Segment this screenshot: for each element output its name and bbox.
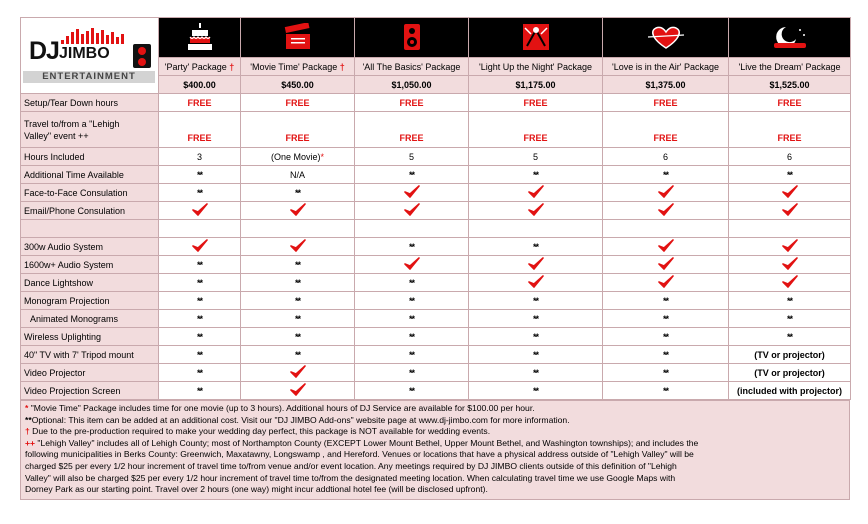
free-label: FREE [285, 133, 310, 143]
footnote-line [25, 461, 845, 473]
feature-value [469, 256, 603, 274]
optional-mark: ** [294, 259, 300, 270]
feature-value [729, 148, 851, 166]
footnote-line [25, 438, 845, 450]
optional-mark: ** [408, 367, 414, 378]
free-label: FREE [399, 133, 424, 143]
feature-value [469, 238, 603, 256]
check-icon [290, 389, 306, 399]
check-icon [528, 263, 544, 273]
feature-row [21, 274, 851, 292]
optional-mark: ** [294, 187, 300, 198]
feature-value [355, 382, 469, 400]
feature-value [729, 112, 851, 148]
check-icon [782, 263, 798, 273]
feature-value [603, 238, 729, 256]
feature-value [159, 346, 241, 364]
optional-mark: ** [662, 349, 668, 360]
clapperboard-icon [241, 18, 355, 58]
package-name-text: 'All The Basics' Package [362, 61, 461, 72]
optional-mark: ** [662, 385, 668, 396]
feature-value [241, 238, 355, 256]
optional-mark: ** [294, 295, 300, 306]
free-label: FREE [523, 133, 548, 143]
optional-mark: ** [294, 331, 300, 342]
feature-value [469, 202, 603, 220]
footnote-text: Dorney Park as our starting point. Travel over 2 hours (one way) might incur addtional hotel fee (will be disclosed upfront). [25, 484, 488, 495]
feature-value [241, 310, 355, 328]
optional-mark: ** [786, 169, 792, 180]
feature-value [159, 94, 241, 112]
check-icon [658, 281, 674, 291]
feature-value [729, 238, 851, 256]
feature-value [355, 238, 469, 256]
check-icon [404, 191, 420, 201]
feature-label: Video Projector [21, 364, 159, 382]
feature-value [603, 274, 729, 292]
feature-value [355, 364, 469, 382]
feature-value [159, 202, 241, 220]
optional-mark: ** [532, 241, 538, 252]
feature-value [469, 94, 603, 112]
feature-value [241, 382, 355, 400]
package-name [603, 58, 729, 76]
feature-label: Wireless Uplighting [21, 328, 159, 346]
feature-row [21, 220, 851, 238]
footnote-text: Valley" will also be charged $25 per every 1/2 hour increment of travel time to/from the designated meeting location. When calculating travel time we use Google Maps with [25, 472, 676, 483]
feature-label: 300w Audio System [21, 238, 159, 256]
footnote-text: charged $25 per every 1/2 hour increment of travel time to/from venue and/or event location. Any meetings required by DJ JIMBO clients outside of this definition of "Lehigh [25, 460, 677, 471]
feature-value [241, 166, 355, 184]
optional-mark: ** [408, 385, 414, 396]
optional-mark: ** [662, 313, 668, 324]
feature-value [603, 202, 729, 220]
package-price: $450.00 [241, 76, 355, 94]
feature-value [355, 112, 469, 148]
feature-value-text: 6 [786, 151, 792, 162]
feature-value [159, 274, 241, 292]
check-icon [290, 209, 306, 219]
feature-row [21, 184, 851, 202]
feature-label: Animated Monograms [21, 310, 159, 328]
check-icon [404, 263, 420, 273]
feature-value [355, 274, 469, 292]
optional-mark: ** [196, 277, 202, 288]
feature-value [241, 184, 355, 202]
feature-row [21, 166, 851, 184]
optional-mark: ** [408, 295, 414, 306]
feature-value [159, 310, 241, 328]
check-icon [192, 245, 208, 255]
optional-mark: ** [532, 349, 538, 360]
free-label: FREE [777, 133, 802, 143]
feature-value [159, 382, 241, 400]
feature-value [159, 166, 241, 184]
feature-row [21, 256, 851, 274]
feature-value [603, 364, 729, 382]
feature-value [469, 310, 603, 328]
feature-value [603, 310, 729, 328]
feature-value-text: N/A [289, 169, 305, 180]
feature-value [729, 346, 851, 364]
party-lights-icon [469, 18, 603, 58]
feature-value [355, 148, 469, 166]
footnote-line [25, 403, 845, 415]
feature-value [469, 274, 603, 292]
feature-value [355, 202, 469, 220]
footnote-mark: * [320, 151, 325, 162]
feature-value [355, 328, 469, 346]
check-icon [290, 245, 306, 255]
feature-label [21, 112, 159, 148]
feature-row [21, 148, 851, 166]
optional-mark: ** [294, 349, 300, 360]
package-price: $400.00 [159, 76, 241, 94]
feature-value [159, 184, 241, 202]
feature-label-line: Valley" event ++ [24, 130, 89, 141]
optional-mark: ** [786, 295, 792, 306]
feature-label [21, 220, 159, 238]
feature-value [729, 274, 851, 292]
feature-value [729, 256, 851, 274]
footnote-line [25, 426, 845, 438]
feature-value [603, 112, 729, 148]
feature-value [241, 94, 355, 112]
logo-jimbo-text: JIMBO [59, 44, 110, 62]
optional-mark: ** [196, 295, 202, 306]
package-price: $1,050.00 [355, 76, 469, 94]
feature-value [159, 238, 241, 256]
feature-label: Setup/Tear Down hours [21, 94, 159, 112]
feature-value [603, 166, 729, 184]
feature-value-text: 6 [662, 151, 668, 162]
feature-value [355, 346, 469, 364]
feature-value [603, 148, 729, 166]
optional-mark: ** [408, 313, 414, 324]
feature-label: Email/Phone Consulation [21, 202, 159, 220]
feature-value [603, 382, 729, 400]
feature-value [603, 346, 729, 364]
feature-value [159, 220, 241, 238]
feature-value [355, 184, 469, 202]
optional-mark: ** [294, 313, 300, 324]
feature-value [241, 112, 355, 148]
free-label: FREE [653, 97, 678, 108]
feature-value [469, 220, 603, 238]
optional-mark: ** [408, 241, 414, 252]
feature-value [729, 382, 851, 400]
free-label: FREE [523, 97, 548, 108]
check-icon [290, 371, 306, 381]
feature-value [159, 112, 241, 148]
optional-mark: ** [786, 313, 792, 324]
feature-row [21, 382, 851, 400]
feature-value [603, 184, 729, 202]
feature-value [355, 220, 469, 238]
free-label: FREE [653, 133, 678, 143]
optional-mark: ** [196, 313, 202, 324]
feature-label: Face-to-Face Consulation [21, 184, 159, 202]
feature-label: Monogram Projection [21, 292, 159, 310]
feature-value [241, 328, 355, 346]
optional-mark: ** [408, 277, 414, 288]
check-icon [528, 281, 544, 291]
package-name [469, 58, 603, 76]
check-icon [782, 281, 798, 291]
feature-row [21, 364, 851, 382]
optional-mark: ** [532, 331, 538, 342]
free-label: FREE [777, 97, 802, 108]
not-for-weddings-mark: † [339, 61, 345, 72]
feature-value [729, 364, 851, 382]
feature-value [241, 220, 355, 238]
check-icon [658, 191, 674, 201]
feature-label: Additional Time Available [21, 166, 159, 184]
optional-mark: ** [786, 331, 792, 342]
optional-mark: ** [662, 331, 668, 342]
optional-mark: ** [408, 349, 414, 360]
footnote-text: "Movie Time" Package includes time for one movie (up to 3 hours). Additional hours of DJ Service are available for $100.00 per hour. [28, 403, 535, 413]
feature-value [355, 256, 469, 274]
package-name-text: 'Light Up the Night' Package [478, 61, 592, 72]
footnote-mark: * [25, 403, 29, 413]
feature-value-text: 5 [532, 151, 538, 162]
feature-value [469, 148, 603, 166]
package-price: $1,175.00 [469, 76, 603, 94]
package-name-text: 'Movie Time' Package [250, 61, 338, 72]
package-name-text: 'Live the Dream' Package [738, 61, 841, 72]
check-icon [782, 191, 798, 201]
feature-value [729, 310, 851, 328]
feature-value-text: (TV or projector) [754, 367, 825, 378]
pricing-sheet [20, 17, 850, 500]
feature-value [469, 166, 603, 184]
feature-label: Dance Lightshow [21, 274, 159, 292]
icon-row [21, 18, 851, 58]
feature-value [355, 310, 469, 328]
not-for-weddings-mark: † [229, 61, 235, 72]
feature-value-text: (One Movie) [270, 151, 321, 162]
optional-mark: ** [532, 367, 538, 378]
footnote-line [25, 473, 845, 485]
feature-value-text: (TV or projector) [754, 349, 825, 360]
free-label: FREE [285, 97, 310, 108]
free-label: FREE [187, 97, 212, 108]
footnote-line [25, 415, 845, 427]
free-label: FREE [399, 97, 424, 108]
optional-mark: ** [196, 169, 202, 180]
feature-value [355, 292, 469, 310]
feature-value [729, 220, 851, 238]
optional-mark: ** [532, 385, 538, 396]
feature-value [603, 256, 729, 274]
heart-icon [603, 18, 729, 58]
feature-label-line: Travel to/from a "Lehigh [24, 118, 120, 129]
optional-mark: ** [662, 295, 668, 306]
feature-row [21, 292, 851, 310]
moon-icon [729, 18, 851, 58]
feature-value-text: 5 [408, 151, 414, 162]
package-name [729, 58, 851, 76]
check-icon [404, 209, 420, 219]
optional-mark: ** [532, 169, 538, 180]
check-icon [658, 245, 674, 255]
package-table [20, 17, 851, 400]
check-icon [192, 209, 208, 219]
footnote-line [25, 484, 845, 496]
feature-label: Video Projection Screen [21, 382, 159, 400]
feature-value [159, 292, 241, 310]
feature-row [21, 328, 851, 346]
footnote-mark: † [25, 426, 30, 437]
feature-row [21, 310, 851, 328]
check-icon [782, 209, 798, 219]
feature-value [469, 292, 603, 310]
feature-value [603, 292, 729, 310]
feature-value [241, 346, 355, 364]
feature-value [729, 166, 851, 184]
feature-label: 40" TV with 7' Tripod mount [21, 346, 159, 364]
optional-mark: ** [662, 367, 668, 378]
cake-icon [159, 18, 241, 58]
feature-value-text: 3 [196, 151, 202, 162]
feature-value [159, 148, 241, 166]
optional-mark: ** [294, 277, 300, 288]
feature-value [241, 274, 355, 292]
feature-value [729, 328, 851, 346]
feature-value [241, 292, 355, 310]
check-icon [658, 263, 674, 273]
feature-value [469, 184, 603, 202]
optional-mark: ** [196, 187, 202, 198]
check-icon [528, 191, 544, 201]
optional-mark: ** [196, 331, 202, 342]
optional-mark: ** [408, 331, 414, 342]
logo-entertainment-text: ENTERTAINMENT [23, 71, 155, 83]
speaker-icon [355, 18, 469, 58]
feature-value [469, 346, 603, 364]
optional-mark: ** [196, 259, 202, 270]
feature-value [603, 94, 729, 112]
feature-value [729, 292, 851, 310]
package-price: $1,525.00 [729, 76, 851, 94]
feature-value [603, 328, 729, 346]
feature-value [159, 364, 241, 382]
feature-value [469, 364, 603, 382]
feature-label: 1600w+ Audio System [21, 256, 159, 274]
footnote-text: Optional: This item can be added at an additional cost. Visit our "DJ JIMBO Add-ons" website page at www.dj-jimbo.com for more information. [31, 414, 570, 425]
feature-value [241, 364, 355, 382]
feature-row [21, 94, 851, 112]
optional-mark: ** [196, 385, 202, 396]
feature-value [241, 148, 355, 166]
feature-row [21, 202, 851, 220]
check-icon [782, 245, 798, 255]
feature-value [469, 382, 603, 400]
package-name [355, 58, 469, 76]
feature-value [159, 328, 241, 346]
feature-value-text: (included with projector) [737, 385, 842, 396]
footnotes [20, 400, 850, 500]
feature-value [241, 202, 355, 220]
feature-row [21, 346, 851, 364]
optional-mark: ** [196, 367, 202, 378]
package-name-text: 'Love is in the Air' Package [612, 61, 719, 72]
feature-value [603, 220, 729, 238]
footnote-text: Due to the pre-production required to make your wedding day perfect, this package is NOT available for wedding events. [29, 426, 491, 437]
feature-value [241, 256, 355, 274]
optional-mark: ** [532, 313, 538, 324]
optional-mark: ** [408, 169, 414, 180]
dj-jimbo-logo [21, 26, 157, 86]
optional-mark: ** [662, 169, 668, 180]
feature-value [469, 328, 603, 346]
check-icon [528, 209, 544, 219]
footnote-text: "Lehigh Valley" includes all of Lehigh County; most of Northampton County (EXCEPT Lower Mount Bethel, Upper Mount Bethel, and Washington townships); and includes the [35, 437, 699, 448]
footnote-line [25, 449, 845, 461]
footnote-mark: ++ [25, 437, 36, 448]
feature-value [729, 184, 851, 202]
footnote-text: following municipalities in Berks County: Greenwich, Maxatawny, Longswamp , and Hereford. Venues or locations that have a physical address outside of "Lehigh Valley" will be [25, 449, 694, 460]
feature-row [21, 112, 851, 148]
package-name-text: 'Party' Package [164, 61, 227, 72]
feature-row [21, 238, 851, 256]
feature-value [355, 166, 469, 184]
feature-label: Hours Included [21, 148, 159, 166]
feature-value [355, 94, 469, 112]
feature-value [729, 94, 851, 112]
check-icon [658, 209, 674, 219]
optional-mark: ** [532, 295, 538, 306]
feature-value [469, 112, 603, 148]
feature-value [729, 202, 851, 220]
logo-dj-text: DJ [29, 36, 59, 65]
package-price: $1,375.00 [603, 76, 729, 94]
free-label: FREE [187, 133, 212, 143]
feature-value [159, 256, 241, 274]
logo-cell [21, 18, 159, 94]
optional-mark: ** [196, 349, 202, 360]
footnote-mark: ** [25, 414, 32, 425]
package-name [159, 58, 241, 76]
package-name [241, 58, 355, 76]
